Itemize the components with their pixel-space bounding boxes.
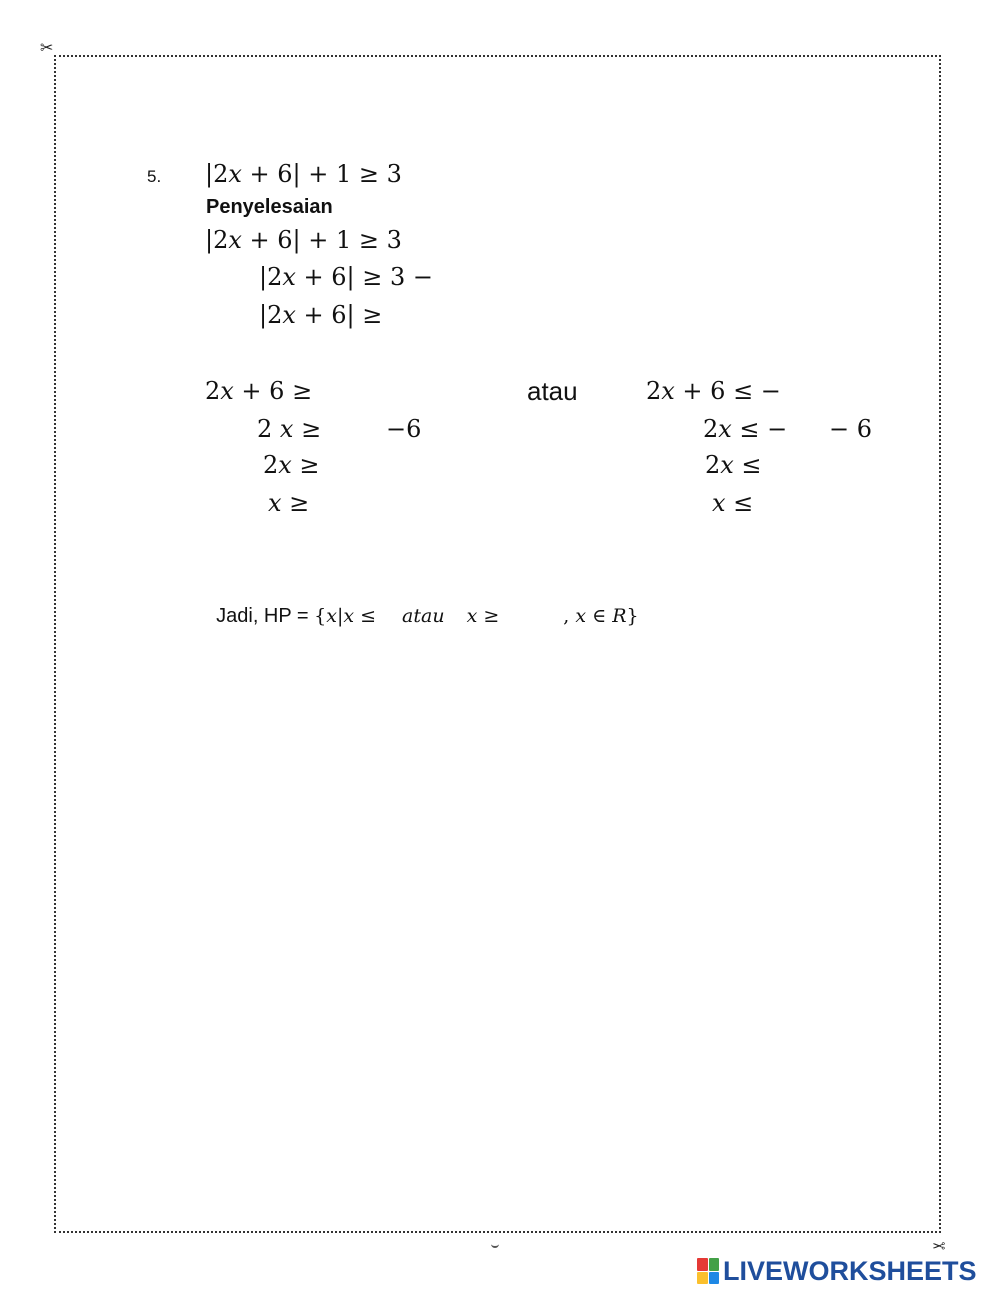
scissors-icon: ✂ xyxy=(932,1236,946,1255)
left-case-line: 2 𝑥 ≥ xyxy=(257,415,322,443)
right-case-line: 2𝑥 ≤ − xyxy=(703,415,788,443)
left-case-line: 2𝑥 + 6 ≥ xyxy=(205,377,313,405)
left-case-constant: −6 xyxy=(386,415,422,443)
left-case-line: 𝑥 ≥ xyxy=(268,489,310,517)
cut-out-border xyxy=(54,55,941,1233)
conclusion-atau: 𝑎𝑡𝑎𝑢 xyxy=(402,605,445,627)
logo-badge-icon xyxy=(697,1258,719,1284)
step-line: |2𝑥 + 6| ≥ xyxy=(259,301,383,329)
solution-heading: Penyelesaian xyxy=(206,196,333,218)
conclusion-line xyxy=(205,586,639,626)
scissors-icon: ✂ xyxy=(40,38,54,57)
step-line: |2𝑥 + 6| + 1 ≥ 3 xyxy=(205,226,402,254)
conclusion-set-open: {𝑥|𝑥 ≤ xyxy=(314,605,377,627)
conclusion-condition: 𝑥 ≥ xyxy=(466,605,500,627)
right-case-line: 2𝑥 + 6 ≤ − xyxy=(646,377,781,405)
conclusion-tail: , 𝑥 ∈ 𝑅} xyxy=(563,605,639,627)
problem-number: 5. xyxy=(147,167,162,186)
page-number-mark xyxy=(491,1242,499,1248)
logo-text: LIVEWORKSHEETS xyxy=(723,1255,977,1286)
right-case-line: 𝑥 ≤ xyxy=(712,489,754,517)
step-line: |2𝑥 + 6| ≥ 3 − xyxy=(259,263,433,291)
conclusion-prefix: Jadi, HP = xyxy=(216,605,315,627)
connector-atau: atau xyxy=(527,376,578,406)
right-case-constant: − 6 xyxy=(829,415,873,443)
right-case-line: 2𝑥 ≤ xyxy=(705,451,762,479)
liveworksheets-logo xyxy=(697,1256,977,1286)
problem-statement: |2𝑥 + 6| + 1 ≥ 3 xyxy=(205,160,402,188)
left-case-line: 2𝑥 ≥ xyxy=(263,451,320,479)
